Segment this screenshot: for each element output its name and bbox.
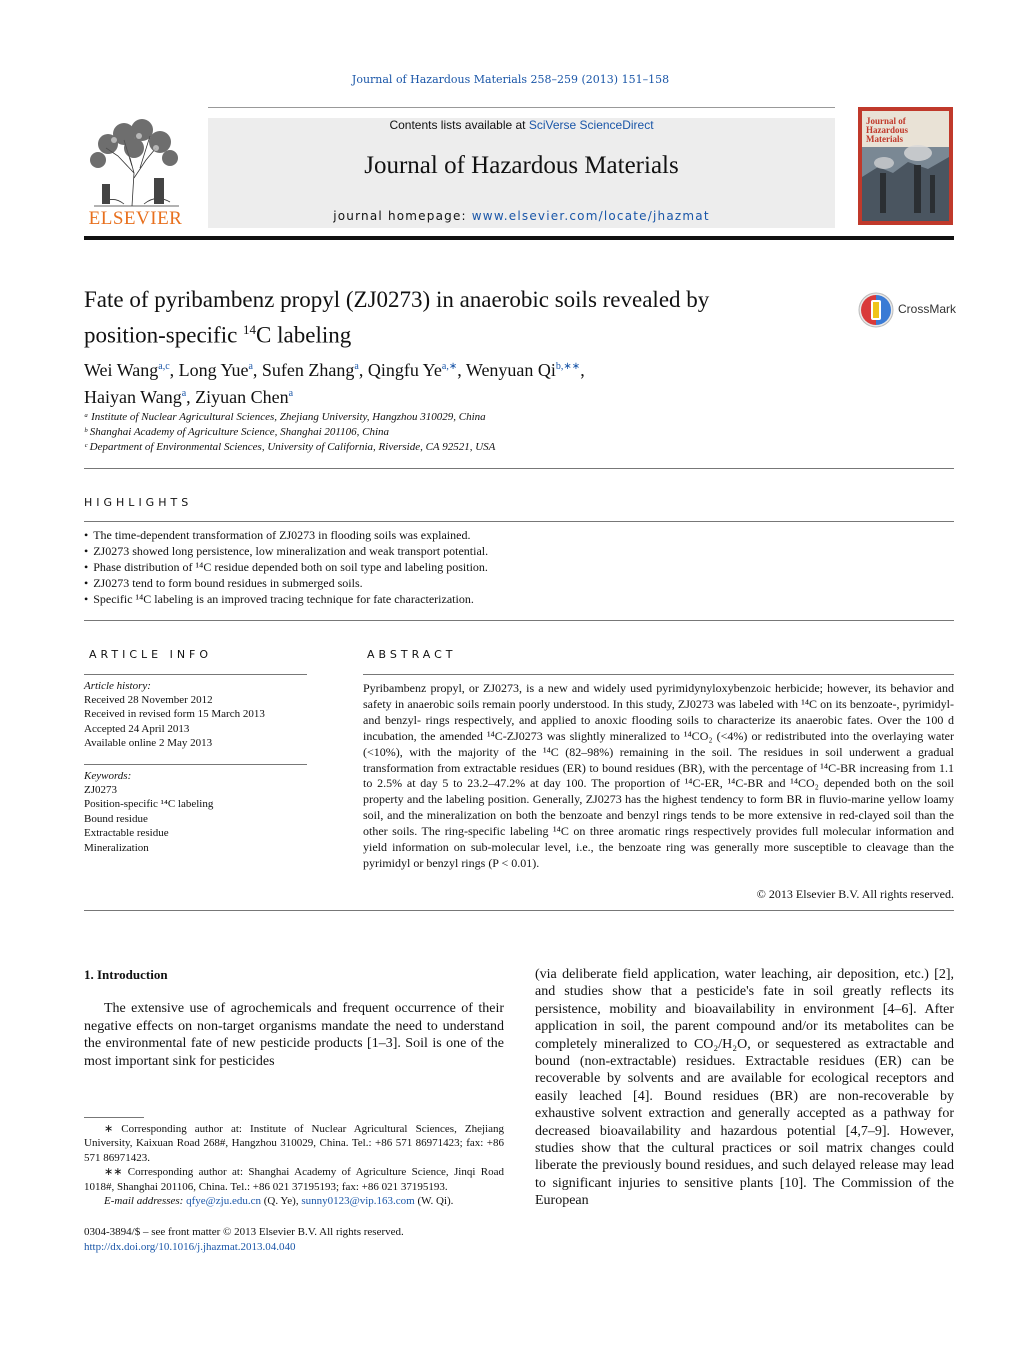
keyword: Extractable residue [84,827,169,840]
title-line-2 [84,315,844,351]
journal-cover-thumbnail[interactable] [858,107,953,225]
divider [84,521,954,522]
section-heading-introduction: 1. Introduction [84,967,168,982]
highlight-item: • ZJ0273 showed long persistence, low mineralization and weak transport potential. [84,543,954,559]
email-link-qi[interactable]: sunny0123@vip.163.com [301,1195,415,1208]
history-entry: Available online 2 May 2013 [84,737,213,750]
header-thick-rule [84,236,954,240]
journal-citation[interactable]: Journal of Hazardous Materials 258–259 (2013) 151–158 [351,73,670,86]
author[interactable]: Sufen Zhang$^a$ [261,360,359,380]
article-info-heading: ARTICLE INFO [89,648,213,661]
history-entry: Received in revised form 15 March 2013 [84,708,265,721]
author-affil-sup[interactable]: a [354,361,359,372]
keyword: Bound residue [84,812,148,825]
homepage-link[interactable]: www.elsevier.com/locate/jhazmat [471,209,710,223]
highlight-item: • Specific ¹⁴C labeling is an improved tracing technique for fate characterization. [84,591,954,607]
email-suffix: (W. Qi). [414,1195,454,1208]
author-list: Wei Wang$^{a,c}$, Long Yue$^a$, Sufen Zhang$^a$, Qingfu $Ye^{a,∗}$, Wenyuan $Qi^{b,∗∗}$, Haiyan Wang$^a$, Ziyuan Chen$^a$ [84,360,585,407]
author-affil-sup[interactable]: a,c [158,361,170,372]
author[interactable]: Ziyuan Chen$^a$ [195,387,294,407]
crossmark-badge[interactable] [858,290,958,330]
divider [363,674,954,675]
crossmark-icon [858,292,894,328]
contents-line [208,118,835,132]
author[interactable]: Long Yue$^a$ [178,360,253,380]
author-affil-sup[interactable]: a,∗ [441,361,458,372]
homepage-prefix: journal homepage: [333,209,472,223]
footnote-emails [84,1194,504,1208]
title-superscript: 14 [243,322,257,337]
intro-paragraph-left: The extensive use of agrochemicals and frequent occurrence of their negative effects on non-target organisms mandate the need to understand the environmental fate of new pesticide products [1–3]. Soil is one of the most important sink for pesticides [84,1001,504,1069]
abstract-text: Pyribambenz propyl, or ZJ0273, is a new and widely used pyrimidynyloxybenzoic herbicide; however, its behavior and safety in anaerobic soils remain poorly understood. In this study, ZJ0273 was labeled with ¹⁴C on its benzoate-, pyrimidyl- and benzyl- rings respectively, and applied to anoxic flooding soils to characterize its anaerobic fates. Over the 100 d incubation, the amended ¹⁴C-ZJ0273 was slightly mineralized to ¹⁴CO₂ (<4%) or redistributed into the overlaying water (<10%), with the majority of the ¹⁴C (82–98%) remaining in the soil. The residues in soil underwent a gradual transformation from extractable residues (ER) to bound residues (BR), with the percentage of ¹⁴C-BR increasing from 1.1 to 2.5% at day 5 to 23.2–47.2% at day 100. The proportion of ¹⁴C-ER, ¹⁴C-BR and ¹⁴CO₂ depended both on the soil property and the labeling position. Generally, ZJ0273 has the highest tendency to form BR in fluvio-marine yellow loamy soil, and the mineralization on both the benzoate and benzyl rings tends to be more extensive in red-clayed soil than the other soils. The ring-specific labeling ¹⁴C on three aromatic rings respectively provides full molecular information and yield information on sub-molecular level, i.e., the benzoate ring was generally more susceptible to cleavage than the pyrimidyl or benzyl rings (P < 0.01). [363,681,954,870]
title-line-2-post: C labeling [256,322,352,348]
intro-paragraph-right: (via deliberate field application, water leaching, air deposition, etc.) [2], and studies show that a pesticide's fate in soil greatly reflects its persistence, mobility and bioavailability in environment [4–6]. After application in soil, the parent compound and/or its metabolites can be completely mineralized to CO₂/H₂O, or sequestered as extractable and bound (non-extractable) residues. Extractable residues (ER) can be recoverable by solvents and are available for ecological receptors and easily leached [4]. Bound residues (BR) are non-recoverable by exhaustive solvent extraction and generally accepted as a pathway for decreased bioavailability and hazardous potential [4,7–9]. However, studies show that the cultural practices or soil matrix changes could liberate the previously bound residues, and such delayed release may lead to significant injuries to sensitive plants [10]. The Commission of the European [535,967,954,1209]
divider [84,910,954,911]
doi-link[interactable]: http://dx.doi.org/10.1016/j.jhazmat.2013.04.040 [84,1241,296,1253]
keywords-list [84,783,213,855]
highlight-item: • Phase distribution of ¹⁴C residue depended both on soil type and labeling position. [84,559,954,575]
elsevier-wordmark: ELSEVIER [88,208,183,229]
journal-title: Journal of Hazardous Materials [364,152,679,179]
divider [84,674,307,675]
highlight-item: • ZJ0273 tend to form bound residues in submerged soils. [84,575,954,591]
title-line-2-pre: position-specific [84,322,244,348]
cover-title-line: Materials [866,134,903,144]
author-affil-sup[interactable]: b,∗∗ [555,361,581,372]
header-top-rule [208,107,835,108]
history-entry: Accepted 24 April 2013 [84,722,190,735]
affiliation-b: ᵇ Shanghai Academy of Agriculture Science, Shanghai 201106, China [84,426,390,438]
author-affil-sup[interactable]: a [181,388,187,399]
elsevier-logo[interactable] [84,118,187,228]
highlight-item: • The time-dependent transformation of ZJ0273 in flooding soils was explained. [84,527,954,543]
sciencedirect-link[interactable]: SciVerse ScienceDirect [528,118,654,132]
history-entry: Received 28 November 2012 [84,694,213,706]
cover-title-line: Journal of [866,116,906,126]
email-link-ye[interactable]: qfye@zju.edu.cn [186,1195,261,1208]
footnotes [84,1122,504,1208]
copyright-line: © 2013 Elsevier B.V. All rights reserved. [756,887,954,901]
keyword: ZJ0273 [84,784,117,796]
keyword: Position-specific ¹⁴C labeling [84,798,214,811]
title-line-1: Fate of pyribambenz propyl (ZJ0273) in anaerobic soils revealed by [84,287,710,312]
author[interactable]: Qingfu $Ye^{a,∗}$ [367,360,458,380]
article-title [84,285,844,351]
highlights-heading: HIGHLIGHTS [84,496,193,509]
author[interactable]: Wenyuan $Qi^{b,∗∗}$ [465,360,581,380]
journal-homepage [208,209,835,223]
author[interactable]: Haiyan Wang$^a$ [84,387,187,407]
affiliation-c: ᶜ Department of Environmental Sciences, University of California, Riverside, CA 92521, USA [84,441,496,453]
abstract-heading: ABSTRACT [367,648,457,661]
author[interactable]: Wei Wang$^{a,c}$ [84,360,170,380]
email-prefix: E-mail addresses: [104,1195,187,1208]
footnote-rule [84,1117,144,1118]
issn-line: 0304-3894/$ – see front matter © 2013 Elsevier B.V. All rights reserved. [84,1226,404,1238]
cover-title-line: Hazardous [866,125,909,135]
highlights-list [84,527,954,607]
footnote-corresponding-1: ∗ Corresponding author at: Institute of Nuclear Agricultural Sciences, Zhejiang University, Kaixuan Road 268#, Hangzhou 310029, China. Tel.: +86 571 86971423; fax: +86 571 86971423. [84,1123,504,1164]
crossmark-label: CrossMark [898,302,957,316]
divider [84,620,954,621]
affiliation-a: ᵃ Institute of Nuclear Agricultural Sciences, Zhejiang University, Hangzhou 310029, China [84,411,486,423]
cover-title [866,117,946,144]
keyword: Mineralization [84,841,149,854]
author-affil-sup[interactable]: a [248,361,253,372]
author-affil-sup[interactable]: a [288,388,294,399]
keywords-heading: Keywords: [84,770,132,782]
article-history-heading: Article history: [84,680,151,692]
email-suffix: (Q. Ye), [260,1195,302,1208]
article-history [84,693,265,751]
divider [84,764,307,765]
divider [84,468,954,469]
footnote-corresponding-2: ∗∗ Corresponding author at: Shanghai Academy of Agriculture Science, Jinqi Road 1018#, Shanghai 201106, China. Tel.: +86 021 37195193; fax: +86 021 37195193. [84,1166,504,1193]
contents-prefix: Contents lists available at [389,118,529,132]
